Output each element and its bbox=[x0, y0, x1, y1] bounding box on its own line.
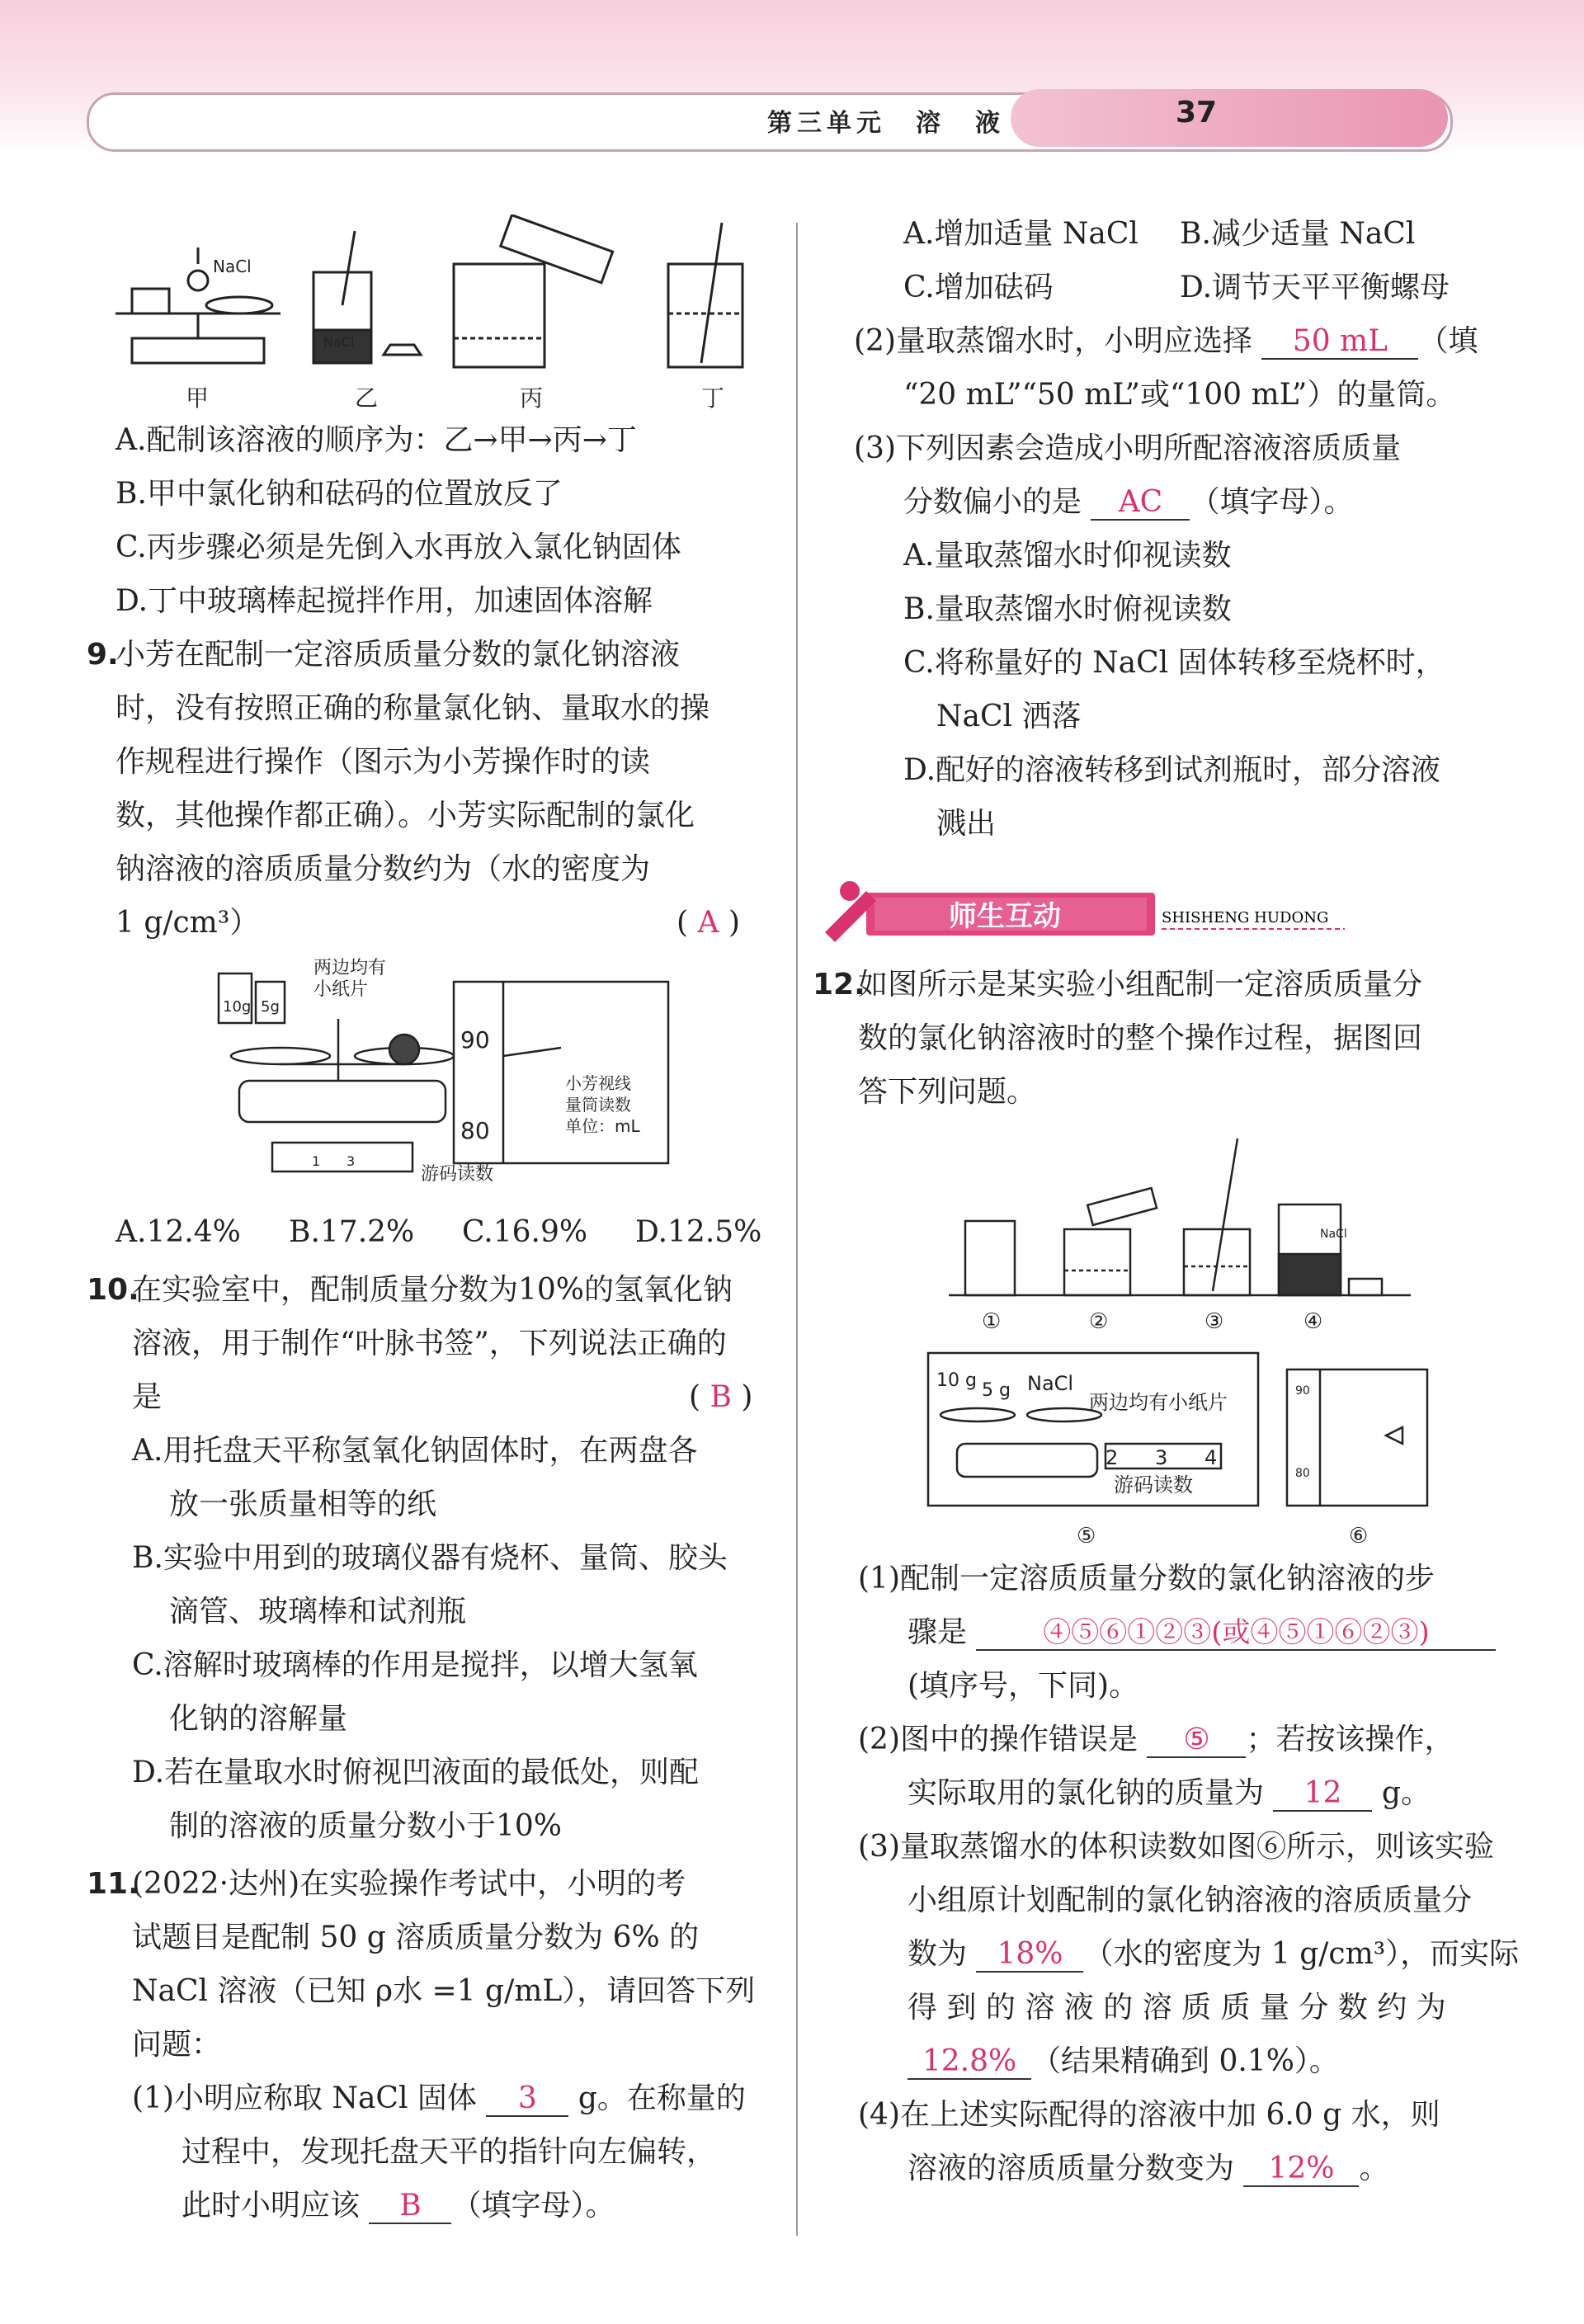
svg-text:NaCl: NaCl bbox=[213, 257, 252, 276]
q11-option-a: A.增加适量 NaCl bbox=[903, 217, 1138, 251]
unit-title: 第三单元 溶 液 bbox=[767, 109, 1005, 138]
svg-text:NaCl: NaCl bbox=[1027, 1372, 1074, 1395]
q11-line-3: NaCl 溶液（已知 ρ水 =1 g/mL），请回答下列 bbox=[132, 1974, 756, 2008]
section-badge bbox=[817, 874, 1361, 949]
label-yi: 乙 bbox=[355, 384, 379, 412]
q8-option-c: C.丙步骤必须是先倒入水再放入氯化钠固体 bbox=[116, 530, 681, 564]
q12-2-answer-2: 12 bbox=[1273, 1777, 1372, 1812]
q11-line-2: 试题目是配制 50 g 溶质质量分数为 6% 的 bbox=[132, 1921, 700, 1954]
svg-text:④: ④ bbox=[1304, 1309, 1323, 1334]
svg-text:80: 80 bbox=[1295, 1467, 1310, 1480]
q11-option-b: B.减少适量 NaCl bbox=[1180, 217, 1416, 251]
svg-text:5 g: 5 g bbox=[982, 1380, 1011, 1401]
q12-line-1: 如图所示是某实验小组配制一定溶质质量分 bbox=[858, 968, 1423, 1002]
q10-line-1: 在实验室中，配制质量分数为10%的氢氧化钠 bbox=[132, 1273, 733, 1307]
q12-sub1-line-1: (1)配制一定溶质质量分数的氯化钠溶液的步 bbox=[858, 1562, 1435, 1596]
q8-option-a: A.配制该溶液的顺序为：乙→甲→丙→丁 bbox=[116, 423, 637, 457]
q12-figure-bottom bbox=[924, 1345, 1436, 1551]
q11-1-answer-2: B bbox=[369, 2190, 451, 2224]
svg-text:游码读数: 游码读数 bbox=[421, 1164, 494, 1185]
q11-sub1-line-1: (1)小明应称取 NaCl 固体 3 g。在称量的 bbox=[132, 2081, 746, 2115]
q10-option-d1: D.若在量取水时俯视凹液面的最低处，则配 bbox=[132, 1756, 700, 1789]
q11-option-d: D.调节天平平衡螺母 bbox=[1180, 271, 1450, 304]
q12-sub2-line-2: 实际取用的氯化钠的质量为 12 g。 bbox=[908, 1776, 1431, 1810]
q12-figure-top bbox=[949, 1130, 1411, 1336]
svg-text:3: 3 bbox=[346, 1153, 356, 1169]
q9-line-2: 时，没有按照正确的称量氯化钠、量取水的操 bbox=[116, 691, 710, 725]
q12-1-answer: ④⑤⑥①②③(或④⑤①⑥②③) bbox=[976, 1616, 1496, 1651]
q12-4-answer: 12% bbox=[1243, 2152, 1359, 2187]
svg-text:游码读数: 游码读数 bbox=[1114, 1473, 1193, 1497]
svg-text:⑥: ⑥ bbox=[1349, 1524, 1369, 1549]
svg-text:师生互动: 师生互动 bbox=[949, 900, 1061, 933]
svg-text:③: ③ bbox=[1204, 1309, 1224, 1334]
beaker-icon bbox=[1064, 1229, 1130, 1295]
q11-2-answer: 50 mL bbox=[1261, 325, 1418, 360]
q12-3-answer: 18% bbox=[976, 1938, 1083, 1973]
balance-icon bbox=[231, 1019, 454, 1171]
svg-text:两边均有: 两边均有 bbox=[314, 958, 387, 978]
q8-figure bbox=[107, 214, 751, 412]
svg-text:2: 2 bbox=[1106, 1446, 1119, 1469]
balance-icon bbox=[116, 247, 280, 363]
svg-text:小纸片: 小纸片 bbox=[314, 979, 369, 1000]
q9-option-a: A.12.4% bbox=[116, 1215, 241, 1249]
q9-answer: ( A ) bbox=[676, 906, 740, 940]
q11-sub3-option-a: A.量取蒸馏水时仰视读数 bbox=[903, 539, 1232, 573]
q9-number: 9. bbox=[87, 638, 119, 672]
q10-line-3: 是 bbox=[132, 1380, 163, 1414]
q11-sub2-line-2: “20 mL”“50 mL”或“100 mL”）的量筒。 bbox=[903, 378, 1456, 412]
header-pill bbox=[1011, 89, 1448, 147]
svg-text:90: 90 bbox=[1295, 1384, 1310, 1398]
q12-sub3-line-4: 得 到 的 溶 液 的 溶 质 质 量 分 数 约 为 bbox=[908, 1991, 1446, 2025]
beaker-icon bbox=[454, 215, 613, 367]
q11-3-answer: AC bbox=[1091, 486, 1190, 521]
beaker-icon bbox=[965, 1221, 1015, 1295]
q11-sub3-option-b: B.量取蒸馏水时俯视读数 bbox=[903, 592, 1232, 626]
page-number: 37 bbox=[1176, 96, 1218, 130]
q10-answer: ( B ) bbox=[689, 1380, 753, 1414]
svg-text:小芳视线: 小芳视线 bbox=[565, 1073, 631, 1093]
q11-line-1: (2022·达州)在实验操作考试中，小明的考 bbox=[132, 1867, 686, 1901]
q11-sub1-line-3: 此时小明应该 B （填字母）。 bbox=[182, 2189, 615, 2223]
q11-sub3-line-2: 分数偏小的是 AC （填字母）。 bbox=[903, 485, 1354, 519]
q12-line-2: 数的氯化钠溶液时的整个操作过程，据图回 bbox=[858, 1021, 1423, 1055]
svg-text:单位：mL: 单位：mL bbox=[565, 1116, 640, 1136]
q10-answer-value: B bbox=[710, 1380, 732, 1414]
q12-2-answer: ⑤ bbox=[1147, 1723, 1246, 1758]
q11-sub1-line-2: 过程中，发现托盘天平的指针向左偏转， bbox=[182, 2135, 717, 2169]
q12-line-3: 答下列问题。 bbox=[858, 1075, 1037, 1109]
svg-text:10g: 10g bbox=[223, 998, 252, 1016]
q9-option-d: D.12.5% bbox=[635, 1215, 762, 1249]
q8-option-d: D.丁中玻璃棒起搅拌作用，加速固体溶解 bbox=[116, 584, 653, 618]
svg-text:10 g: 10 g bbox=[936, 1370, 977, 1391]
svg-text:NaCl: NaCl bbox=[323, 334, 355, 350]
svg-text:1: 1 bbox=[312, 1153, 321, 1169]
q12-number: 12. bbox=[813, 968, 865, 1002]
svg-text:量筒读数: 量筒读数 bbox=[565, 1095, 631, 1115]
svg-text:⑤: ⑤ bbox=[1077, 1524, 1096, 1549]
svg-text:SHISHENG HUDONG: SHISHENG HUDONG bbox=[1162, 909, 1329, 926]
balance-frame bbox=[928, 1353, 1258, 1506]
q10-option-a2: 放一张质量相等的纸 bbox=[169, 1487, 437, 1521]
q12-sub1-line-3: (填序号，下同)。 bbox=[908, 1669, 1139, 1703]
q9-option-b: B.17.2% bbox=[289, 1215, 415, 1249]
q10-option-c1: C.溶解时玻璃棒的作用是搅拌，以增大氢氧 bbox=[132, 1648, 698, 1682]
q12-sub3-line-2: 小组原计划配制的氯化钠溶液的溶质质量分 bbox=[908, 1883, 1473, 1917]
q9-option-c: C.16.9% bbox=[462, 1215, 588, 1249]
svg-text:5g: 5g bbox=[261, 998, 280, 1016]
svg-text:3: 3 bbox=[1155, 1446, 1168, 1469]
q12-sub3-line-3: 数为 18% （水的密度为 1 g/cm³），而实际 bbox=[908, 1937, 1520, 1971]
q10-option-d2: 制的溶液的质量分数小于10% bbox=[169, 1809, 563, 1843]
q9-answer-value: A bbox=[697, 906, 719, 940]
q11-sub3-option-d1: D.配好的溶液转移到试剂瓶时，部分溶液 bbox=[903, 753, 1441, 787]
q11-1-answer: 3 bbox=[486, 2082, 568, 2117]
q11-option-c: C.增加砝码 bbox=[903, 271, 1054, 304]
label-bing: 丙 bbox=[520, 384, 544, 412]
q9-line-3: 作规程进行操作（图示为小芳操作时的读 bbox=[116, 745, 651, 779]
svg-text:①: ① bbox=[982, 1309, 1002, 1334]
q9-line-6: 1 g/cm³） bbox=[116, 906, 260, 940]
q9-figure bbox=[214, 957, 676, 1204]
q10-option-c2: 化钠的溶解量 bbox=[169, 1702, 348, 1736]
svg-text:80: 80 bbox=[460, 1117, 490, 1144]
q12-sub2-line-1: (2)图中的操作错误是 ⑤ ；若按该操作， bbox=[858, 1723, 1454, 1756]
q12-sub3-line-1: (3)量取蒸馏水的体积读数如图⑥所示，则该实验 bbox=[858, 1830, 1494, 1864]
svg-text:NaCl: NaCl bbox=[1320, 1228, 1347, 1241]
q9-line-5: 钠溶液的溶质质量分数约为（水的密度为 bbox=[116, 852, 651, 886]
column-divider bbox=[796, 223, 798, 2236]
eye-icon bbox=[1386, 1427, 1402, 1444]
q11-number: 11. bbox=[87, 1867, 139, 1901]
q10-number: 10. bbox=[87, 1273, 139, 1307]
q11-sub3-option-c1: C.将称量好的 NaCl 固体转移至烧杯时， bbox=[903, 646, 1445, 680]
q12-sub4-line-1: (4)在上述实际配得的溶液中加 6.0 g 水，则 bbox=[858, 2098, 1440, 2132]
svg-text:②: ② bbox=[1089, 1309, 1109, 1334]
q8-option-b: B.甲中氯化钠和砝码的位置放反了 bbox=[116, 477, 563, 511]
q12-sub1-line-2: 骤是 ④⑤⑥①②③(或④⑤①⑥②③) bbox=[908, 1615, 1496, 1651]
q10-option-b1: B.实验中用到的玻璃仪器有烧杯、量筒、胶头 bbox=[132, 1541, 728, 1575]
q11-sub3-option-c2: NaCl 洒落 bbox=[936, 700, 1082, 733]
label-jia: 甲 bbox=[186, 384, 210, 412]
q11-sub3-option-d2: 溅出 bbox=[936, 807, 997, 841]
q10-line-2: 溶液，用于制作“叶脉书签”，下列说法正确的 bbox=[132, 1327, 727, 1360]
q11-sub3-line-1: (3)下列因素会造成小明所配溶液溶质质量 bbox=[854, 431, 1401, 465]
q11-line-4: 问题： bbox=[132, 2028, 222, 2062]
svg-text:90: 90 bbox=[460, 1026, 490, 1054]
q9-line-4: 数，其他操作都正确）。小芳实际配制的氯化 bbox=[116, 799, 695, 832]
stir-beaker-icon bbox=[668, 223, 742, 367]
q12-sub4-line-2: 溶液的溶质质量分数变为 12% 。 bbox=[908, 2152, 1389, 2185]
q10-option-b2: 滴管、玻璃棒和试剂瓶 bbox=[169, 1595, 467, 1629]
q11-sub2-line-1: (2)量取蒸馏水时，小明应选择 50 mL （填 bbox=[854, 324, 1478, 358]
q12-3-answer-2: 12.8% bbox=[908, 2045, 1031, 2080]
q12-sub3-line-5: 12.8% （结果精确到 0.1%）。 bbox=[908, 2044, 1339, 2080]
svg-text:4: 4 bbox=[1204, 1446, 1218, 1469]
label-ding: 丁 bbox=[701, 384, 725, 412]
q10-option-a1: A.用托盘天平称氢氧化钠固体时，在两盘各 bbox=[132, 1434, 698, 1468]
q9-line-1: 小芳在配制一定溶质质量分数的氯化钠溶液 bbox=[116, 638, 681, 672]
svg-text:两边均有小纸片: 两边均有小纸片 bbox=[1089, 1391, 1228, 1414]
